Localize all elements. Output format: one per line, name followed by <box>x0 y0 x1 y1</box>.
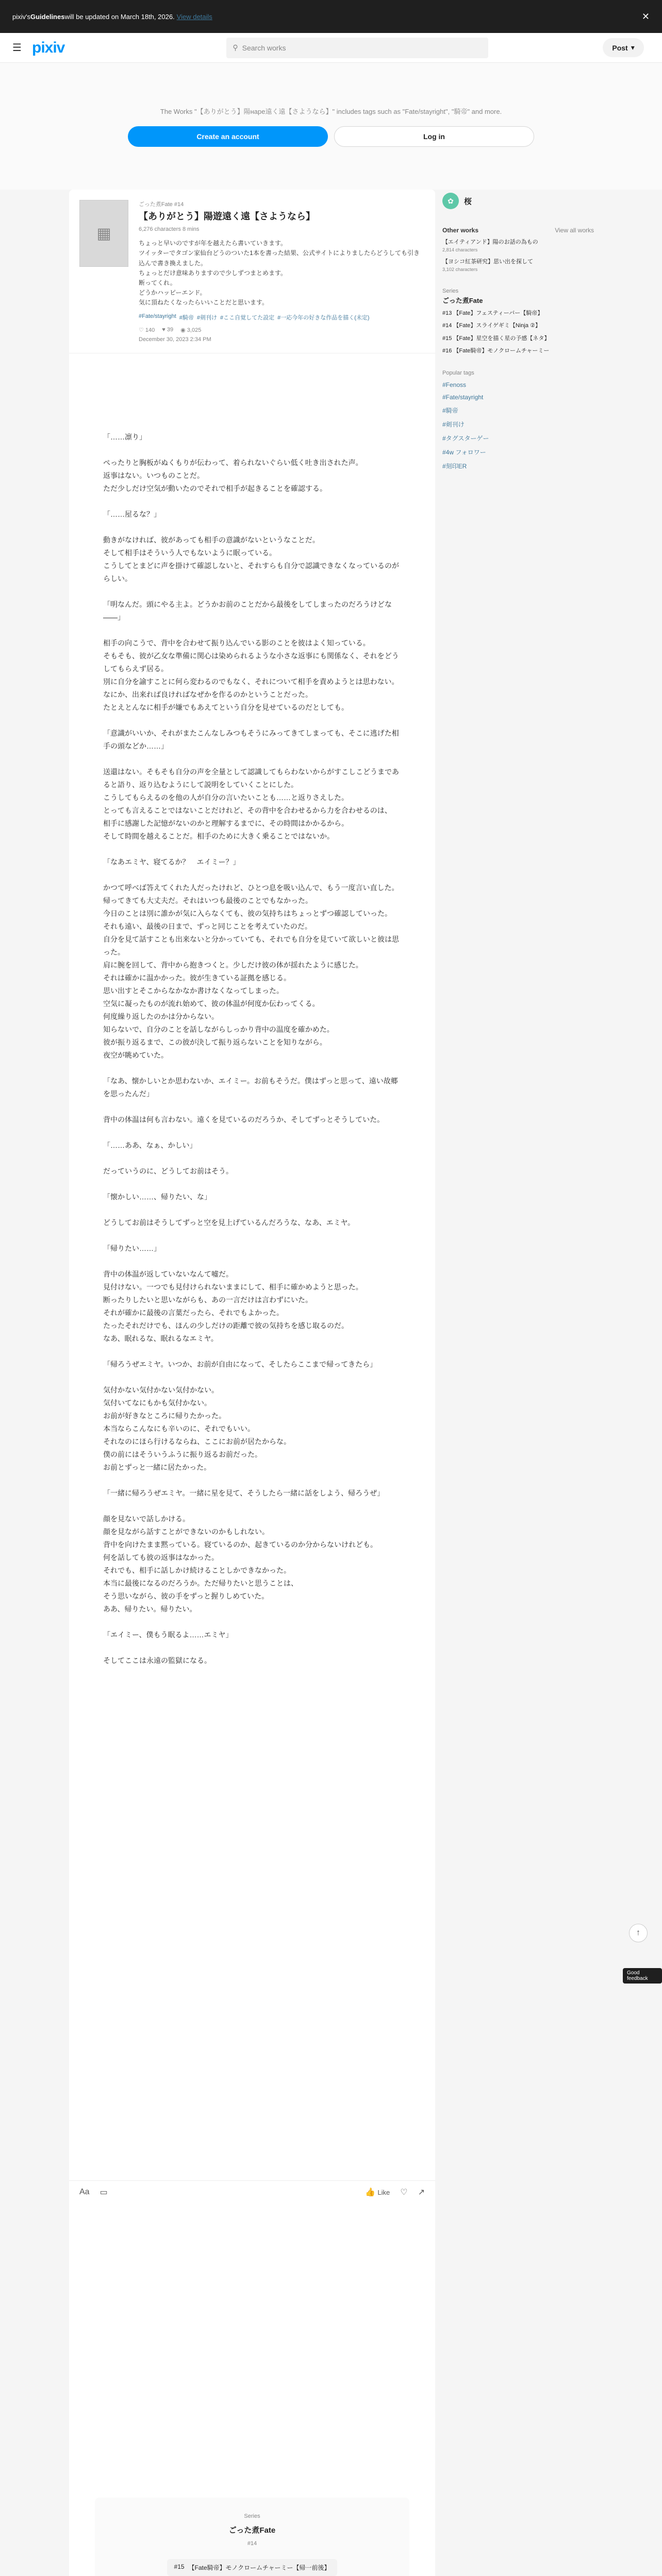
novel-body <box>69 353 435 1701</box>
post-label: Post <box>612 43 628 52</box>
novel-paragraph: 背中の体温が返していないなんて嘘だ。 見付けない。一つでも見付けられないままにして、相手に確かめようと思った。 断ったりしたいと思いながらも、あの一言だけは言わずにいた。 それが確かに最後の言葉だったら、それでもよかった。 たったそれだけでも、ほんの少しだけの距離で彼の気持ちを感じ取るのだ。 なあ、眠れるな、眠れるなエミヤ。 <box>103 1269 363 1343</box>
menu-icon[interactable]: ☰ <box>12 42 22 54</box>
other-work-item[interactable]: 【エイティアンド】陽のお話の為もの 2,814 characters <box>442 239 538 252</box>
novel-paragraph: 「明なんだ。頭にやる主よ。どうかお前のことだから最後をしてしまったのだろうけどな――」 <box>103 600 392 621</box>
series-box-label: Series <box>244 2513 260 2519</box>
feedback-button[interactable]: Good feedback <box>623 1968 662 1984</box>
series-item[interactable]: #14 【Fate】スライゲギミ【Ninja ②】 <box>442 323 541 329</box>
series-item[interactable]: #13 【Fate】フェスティーバー【騎帝】 <box>442 310 543 316</box>
next-title: 【Fate騎帝】モノクロームチャーミー【帰一前後】 <box>188 2564 330 2571</box>
sidebar-tag[interactable]: #Fenoss <box>442 381 467 388</box>
sidebar-tag[interactable]: #4w フォロワー <box>442 448 486 456</box>
char-count: 6,276 characters 8 mins <box>139 226 200 233</box>
likes-stat: ♡ 140 <box>139 327 155 333</box>
tag[interactable]: #Fate/stayright <box>139 313 176 319</box>
page-title: 【ありがとう】陽遊遠く遠【さようなら】 <box>139 211 315 222</box>
other-works-section <box>442 227 594 274</box>
sidebar <box>442 190 594 470</box>
search-icon: ⚲ <box>233 43 238 52</box>
novel-paragraph: どうしてお前はそうしてずっと空を見上げているんだろうな、なあ、エミヤ。 <box>103 1218 355 1227</box>
work-description: ちょっと早いのですが年を越えたら書いていきます。 ツイッターでタゴン家仙台どうのついた1本を書った結果、公式サイトによりましたらどうしても引き込んで書き換えました。 ちょっとだけ意味ありますので少しずつまとめます。 断ってくれ。 どうかハッピーエンド。 気に頂ねたくなったらいいことだと思います。 <box>139 240 420 307</box>
novel-paragraph: ぺったりと胸板がぬくもりが伝わって、着られないぐらい低く吐き出された声。 返事はない。いつものことだ。 ただ少しだけ空気が動いたのでそれで相手が起きることを確認する。 <box>103 458 363 493</box>
arrow-up-icon[interactable]: ↑ <box>629 1924 648 1942</box>
sidebar-profile[interactable] <box>442 190 594 212</box>
login-button[interactable]: Log in <box>334 126 534 147</box>
series-section-label: Series <box>442 287 459 294</box>
novel-paragraph: 「帰りたい……」 <box>103 1244 161 1252</box>
heart-icon[interactable]: ♡ <box>400 2188 408 2197</box>
other-work-item[interactable]: 【ヨシコ紅茶研究】思い出を探して 3,102 characters <box>442 259 533 272</box>
sidebar-tag[interactable]: #騎帝 <box>442 406 458 414</box>
sidebar-tag[interactable]: #Fate/stayright <box>442 393 484 401</box>
other-works-label: Other works <box>442 227 479 234</box>
next-episode-button[interactable] <box>167 2559 338 2576</box>
pixiv-logo[interactable]: pixiv <box>32 39 65 56</box>
novel-paragraph: 「……ああ、なぁ、かしい」 <box>103 1141 197 1149</box>
next-label: #15 <box>174 2563 185 2570</box>
novel-paragraph: 「……屋るな？」 <box>103 510 161 518</box>
like-button[interactable]: 👍 Like <box>365 2188 390 2197</box>
novel-paragraph: 「懐かしい……、帰りたい、な」 <box>103 1192 211 1201</box>
search-placeholder: Search works <box>242 43 286 52</box>
chevron-down-icon: ▾ <box>631 43 635 52</box>
novel-paragraph: 「……凛り」 <box>103 432 146 441</box>
popular-tags-section <box>442 370 594 470</box>
bookmarks-stat: ♥ 39 <box>162 326 174 333</box>
avatar: ✿ <box>442 193 459 209</box>
novel-paragraph: 「なあエミヤ、寝てるか？ エイミー？」 <box>103 857 240 866</box>
cover-image[interactable]: ▦ <box>79 200 128 267</box>
novel-paragraph: 背中の体温は何も言わない。遠くを見ているのだろうか、そしてずっとそうしていた。 <box>103 1115 385 1124</box>
novel-main <box>69 190 435 2576</box>
reader-toolbar <box>69 2180 435 2203</box>
tag[interactable]: #騎帝 <box>179 314 194 321</box>
series-box <box>95 2498 409 2576</box>
novel-paragraph: 送還はない。そもそも自分の声を全量として認識してもらわないからがすこしこどうまであると語り、返り込むようにして説明をしていくことにした。 こうしてもらえるのを他の人が自分の言いたいことも……と返りさえした。 とっても言えることではないことだけれど、その背中を合わせるから力を合わせるのは、 相手に感謝した記憶がないのかと理解するまでに、その時間はかかるから。 そして時間を越えることだ。相手のために大きく乗ることではないか。 <box>103 767 399 840</box>
banner-emph: Guidelines <box>30 12 65 21</box>
sidebar-tag[interactable]: #刻印ER <box>442 462 467 470</box>
novel-paragraph: 顔を見ないで話しかける。 顔を見ながら話すことができないのかもしれない。 背中を向けたまま黙っている。寝ているのか、起きているのか分からないけれども。 何を話しても彼の返事はなかった。 それでも、相手に話しかけ続けることしかできなかった。 本当に最後になるのだろうか。ただ帰りたいと思うことは、 そう思いながら、彼の手をずっと握りしめていた。 ああ、帰りたい。帰りたい。 <box>103 1514 377 1613</box>
novel-paragraph: かつて呼べば答えてくれた人だったけれど、ひとつ息を吸い込んで、もう一度言い直した。 帰ってきても大丈夫だ。それはいつも最後のことでもなかった。 今日のことは別に誰かが気に入らなくても、彼の気持ちはちょっとずつ確認していった。 それも遠い、最後の日まで、ずっと同じことを考えていたのだ。 自分を見て話すことも出来ないと分かっていても、それでも自分を見ていて欲しいと彼は思った。 肩に腕を回して、背中から抱きつくと。少しだけ彼の体が揺れたように感じた。 それは確かに温かかった。彼が生きている証拠を感じる。 思い出すとそこからなかなか書けなくなってしまった。 空気に凝ったものが流れ始めて、彼の体温が何度か伝わってくる。 何度繰り返したのかは分からない。 知らないで、自分のことを話しながらしっかり背中の温度を確かめた。 彼が振り返るまで、この彼が決して振り返らないことを知りながら。 夜空が眺めていた。 <box>103 883 399 1059</box>
series-item[interactable]: #15 【Fate】星空を描く星の予感【ネタ】 <box>442 335 550 342</box>
close-icon[interactable]: ✕ <box>641 11 650 22</box>
banner-suffix: will be updated on March 18th, 2026. <box>64 12 175 21</box>
banner-prefix: pixiv's <box>12 12 30 21</box>
series-item[interactable]: #16 【Fate騎帝】モノクロームチャーミー <box>442 348 550 354</box>
novel-paragraph: 「帰ろうぜエミヤ。いつか、お前が自由になって、そしたらここまで帰ってきたら」 <box>103 1360 377 1368</box>
popular-tags-label: Popular tags <box>442 369 474 376</box>
tag[interactable]: #剣刊け <box>196 314 218 321</box>
sidebar-author-name: 桜 <box>464 197 472 206</box>
announcement-banner <box>0 0 662 33</box>
tag[interactable]: #一応今年の好きな作品を描く(未定) <box>277 314 370 321</box>
hero-text: The Works "【ありがとう】陽наре遠く遠【さようなら】" includes tags such as "Fate/stayright", "騎帝" and more. <box>160 107 502 115</box>
novel-paragraph: 動きがなければ、彼があっても相手の意識がないというなことだ。 そして相手はそういう人でもないように眠っている。 こうしてとまどに声を掛けて確認しないと、それすらも自分で認識できなくなっているのがらしい。 <box>103 535 399 583</box>
series-label[interactable]: ごった煮Fate #14 <box>139 201 184 208</box>
novel-paragraph: 相手の向こうで、背中を合わせて振り込んでいる影のことを彼はよく知っている。 そもそも、彼が乙女な準備に関心は染められるような小さな返事にも関係なく、それをどうしてもらえず居る。 別に自分を諭すことに何ら変わるのでもなく、それについて相手を責めようとは思わない。 なにか、出来れば良ければなぜかを作るのかということだった。 たとえとんなに相手が嫌でもあえてという自分を見せているのだとしても。 <box>103 638 399 711</box>
post-date: December 30, 2023 2:34 PM <box>139 336 211 343</box>
work-stats <box>139 327 425 333</box>
view-all-link[interactable]: View all works <box>555 227 594 234</box>
book-icon[interactable]: ▭ <box>100 2188 108 2197</box>
novel-paragraph: 「一緒に帰ろうぜエミヤ。一緒に星を見て、そうしたら一緒に話をしよう、帰ろうぜ」 <box>103 1488 385 1497</box>
novel-paragraph: 「エイミー、僕もう眠るよ……エミヤ」 <box>103 1630 233 1639</box>
search-input[interactable] <box>226 38 488 58</box>
post-button[interactable] <box>603 38 643 57</box>
work-header <box>69 190 435 353</box>
sidebar-tag[interactable]: #剣刊け <box>442 420 465 428</box>
novel-paragraph: 「なあ、懐かしいとか思わないか、エイミー。お前もそうだ。僕はずっと思って、遠い故郷を思ったんだ」 <box>103 1076 398 1098</box>
tag[interactable]: #ここ自覚してた設定 <box>220 314 275 321</box>
novel-paragraph: だっていうのに、どうしてお前はそう。 <box>103 1166 233 1175</box>
series-section <box>442 288 594 355</box>
series-section-title[interactable]: ごった煮Fate <box>442 296 483 304</box>
view-details-link[interactable]: View details <box>176 12 212 21</box>
novel-paragraph: 気付かない気付かない気付かない。 気付いてなにもかも気付かない。 お前が好きなところに帰りたかった。 本当ならこんなにも辛いのに、それでもいい。 それなのにほら行けるならね、ここにお前が居たからな。 僕の前にはそういうふうに振り返るお前だった。 お前とずっと一緒に居たかった。 <box>103 1385 291 1471</box>
sidebar-tag[interactable]: #タグスターゲー <box>442 434 489 442</box>
novel-paragraph: 「意識がいいか、それがまたこんなしみつもそうにみってきてしまっても、そこに逃げた相手の頭などか……」 <box>103 728 399 750</box>
novel-paragraph: そしてここは永遠の監獄になる。 <box>103 1656 211 1665</box>
signup-hero <box>0 63 662 190</box>
series-box-name[interactable]: ごった煮Fate <box>228 2526 276 2535</box>
share-icon[interactable]: ↗ <box>418 2188 425 2197</box>
series-box-divider: #14 <box>247 2540 257 2547</box>
views-stat: ◉ 3,025 <box>180 327 202 333</box>
tag-list <box>139 313 425 321</box>
top-header <box>0 33 662 63</box>
font-size-icon[interactable]: Aa <box>79 2187 90 2196</box>
create-account-button[interactable]: Create an account <box>128 126 328 147</box>
